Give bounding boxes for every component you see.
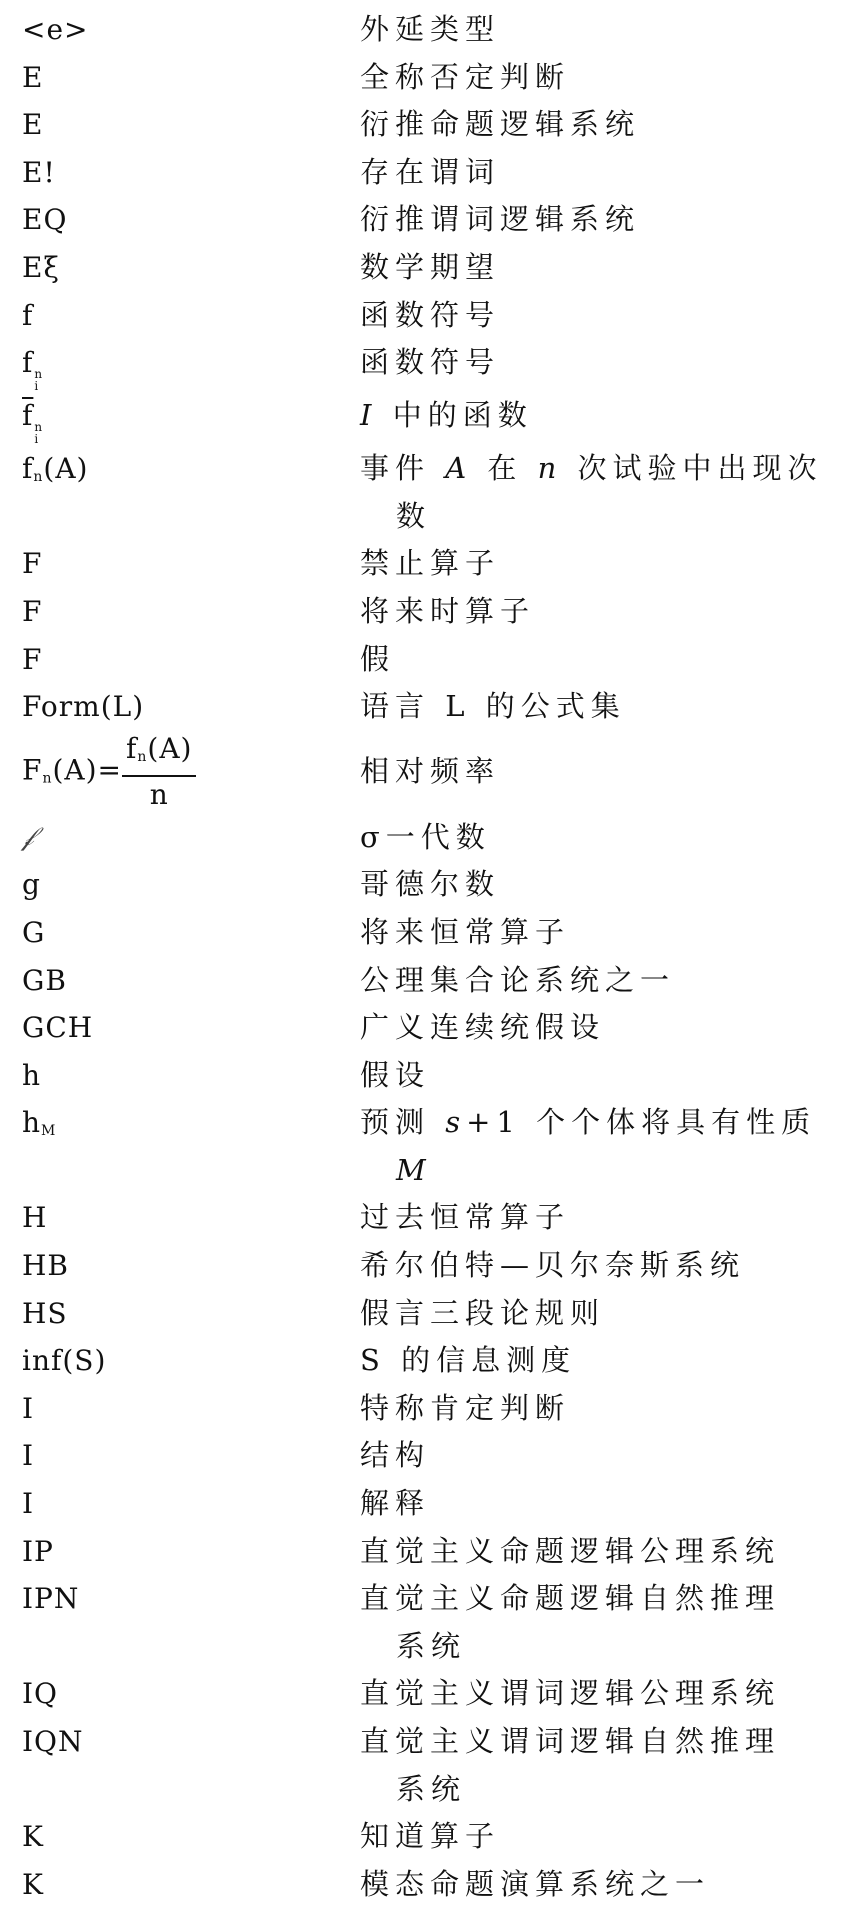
symbol: HS	[22, 1296, 68, 1330]
fraction-numerator	[122, 731, 196, 777]
definition: 将来恒常算子	[360, 914, 571, 949]
definition-continuation: 系统	[396, 1628, 467, 1663]
symbol-superscript: n	[34, 367, 44, 382]
definition-text: 中的函数	[392, 398, 533, 433]
symbol-argument: (A)	[43, 452, 89, 486]
symbol: E!	[22, 155, 56, 189]
symbol: 𝒻	[22, 821, 35, 852]
definition	[360, 1575, 840, 1670]
definition: 解释	[360, 1486, 431, 1521]
glossary-row	[22, 101, 864, 149]
symbol-argument: (A)=	[52, 753, 122, 787]
definition-variable: I	[360, 398, 378, 433]
symbol-base: f	[22, 346, 34, 380]
symbol-subscript: i	[34, 379, 40, 394]
definition: 过去恒常算子	[360, 1200, 571, 1235]
definition: 假言三段论规则	[360, 1295, 606, 1330]
symbol: I	[22, 1391, 35, 1425]
glossary-row	[22, 540, 864, 588]
definition-variable: s	[445, 1105, 467, 1140]
glossary-row	[22, 1337, 864, 1385]
symbol: IP	[22, 1534, 54, 1568]
definition: 知道算子	[360, 1819, 501, 1854]
definition-text: 直觉主义谓词逻辑自然推理	[360, 1724, 781, 1758]
symbol: GB	[22, 963, 67, 997]
glossary-row	[22, 292, 864, 340]
symbol: HB	[22, 1249, 69, 1283]
symbol: IQN	[22, 1725, 84, 1758]
definition-text: 直觉主义命题逻辑自然推理	[360, 1581, 781, 1616]
glossary-row	[22, 1528, 864, 1576]
definition	[360, 445, 840, 540]
glossary-row	[22, 54, 864, 102]
symbol-lhs: F	[22, 753, 43, 787]
fraction	[122, 731, 196, 813]
glossary-row	[22, 861, 864, 909]
definition-text: 预测	[360, 1105, 431, 1140]
definition: 存在谓词	[360, 154, 501, 189]
definition: 将来时算子	[360, 593, 536, 628]
symbol: E	[22, 108, 44, 142]
glossary-row	[22, 1290, 864, 1338]
symbol: <e>	[22, 13, 89, 46]
symbol-indices	[34, 368, 43, 392]
glossary-row	[22, 957, 864, 1005]
symbol	[22, 731, 360, 813]
symbol: F	[22, 547, 43, 581]
definition: 假	[360, 641, 396, 676]
definition: 结构	[360, 1438, 431, 1473]
definition: 哥德尔数	[360, 867, 501, 902]
glossary-row	[22, 636, 864, 684]
glossary-row	[22, 1099, 864, 1194]
definition: 全称否定判断	[360, 59, 571, 94]
symbol: Form(L)	[22, 690, 145, 724]
fraction-denominator: n	[149, 778, 169, 812]
glossary-row	[22, 683, 864, 731]
symbol: EQ	[22, 203, 68, 237]
symbol-base: $\overline{f}$	[22, 399, 34, 433]
definition: 假设	[360, 1057, 431, 1092]
definition-variable: A	[445, 451, 473, 486]
symbol: F	[22, 642, 43, 676]
definition	[360, 1718, 840, 1813]
glossary-row	[22, 1052, 864, 1100]
definition: 模态命题演算系统之一	[360, 1866, 711, 1901]
symbol: IQ	[22, 1677, 59, 1711]
definition-text: 在	[487, 451, 523, 486]
glossary-row	[22, 1813, 864, 1861]
glossary-row	[22, 1194, 864, 1242]
definition: 相对频率	[360, 754, 501, 789]
definition: S 的信息测度	[360, 1343, 577, 1378]
symbol: f	[22, 298, 34, 332]
glossary-row	[22, 814, 864, 862]
definition: 衍推谓词逻辑系统	[360, 202, 641, 237]
symbol-subscript: n	[33, 469, 44, 486]
definition: 广义连续统假设	[360, 1010, 606, 1045]
glossary-row	[22, 445, 864, 540]
definition: 函数符号	[360, 297, 501, 332]
definition-text: 事件	[360, 451, 431, 486]
symbol-subscript: M	[41, 1123, 57, 1140]
symbol: IPN	[22, 1582, 80, 1616]
glossary-row	[22, 6, 864, 54]
definition: 禁止算子	[360, 546, 501, 581]
definition: 直觉主义命题逻辑公理系统	[360, 1533, 781, 1568]
definition-continuation: M	[396, 1152, 432, 1187]
definition: σ一代数	[360, 819, 491, 854]
glossary-row	[22, 1242, 864, 1290]
symbol	[22, 392, 360, 445]
numerator-base: f	[126, 732, 138, 766]
glossary-row	[22, 731, 864, 814]
definition-continuation: 系统	[396, 1771, 467, 1806]
symbol: GCH	[22, 1011, 94, 1045]
symbol: H	[22, 1201, 48, 1235]
symbol: K	[22, 1867, 44, 1901]
glossary-row	[22, 1670, 864, 1718]
definition	[360, 392, 840, 440]
symbol-superscript: n	[34, 420, 44, 435]
definition: 数学期望	[360, 249, 501, 284]
glossary-row	[22, 1432, 864, 1480]
symbol-subscript: n	[42, 770, 53, 787]
definition: 函数符号	[360, 345, 501, 380]
definition-continuation: 数	[396, 498, 432, 533]
symbol-subscript: i	[34, 432, 40, 447]
symbol	[22, 1099, 360, 1156]
glossary-row	[22, 196, 864, 244]
glossary-row	[22, 1718, 864, 1813]
definition-variable: n	[537, 451, 563, 486]
symbol: G	[22, 915, 46, 949]
definition: 特称肯定判断	[360, 1390, 571, 1425]
symbol: I	[22, 1487, 35, 1521]
symbol-base: h	[22, 1106, 42, 1140]
glossary-row	[22, 244, 864, 292]
definition: 希尔伯特—贝尔奈斯系统	[360, 1248, 746, 1283]
glossary-row	[22, 588, 864, 636]
glossary-row	[22, 339, 864, 392]
definition: 直觉主义谓词逻辑公理系统	[360, 1676, 781, 1711]
symbol	[22, 339, 360, 392]
symbol: inf(S)	[22, 1344, 107, 1378]
symbol: Eξ	[22, 250, 60, 284]
definition-text: 次试验中出现次	[577, 451, 823, 486]
definition: 公理集合论系统之一	[360, 962, 676, 997]
symbol: E	[22, 60, 44, 94]
definition-text: +1 个个体将具有性质	[466, 1105, 817, 1140]
symbol	[22, 445, 360, 502]
definition	[360, 1099, 840, 1194]
symbol: g	[22, 868, 41, 902]
glossary-row	[22, 1861, 864, 1909]
definition: 外延类型	[360, 12, 501, 46]
symbol-base: f	[22, 452, 34, 486]
symbol: h	[22, 1058, 42, 1092]
definition: 衍推命题逻辑系统	[360, 107, 641, 142]
glossary-row	[22, 1480, 864, 1528]
symbol: I	[22, 1439, 35, 1473]
glossary-row	[22, 1575, 864, 1670]
symbol: F	[22, 594, 43, 628]
numerator-subscript: n	[137, 749, 148, 766]
glossary-row	[22, 1385, 864, 1433]
symbol: K	[22, 1820, 44, 1854]
definition: 语言 L 的公式集	[360, 689, 626, 724]
glossary-row	[22, 149, 864, 197]
numerator-argument: (A)	[147, 732, 193, 766]
glossary-row	[22, 909, 864, 957]
symbol-indices	[34, 421, 43, 445]
glossary-row	[22, 1004, 864, 1052]
glossary-row	[22, 392, 864, 445]
